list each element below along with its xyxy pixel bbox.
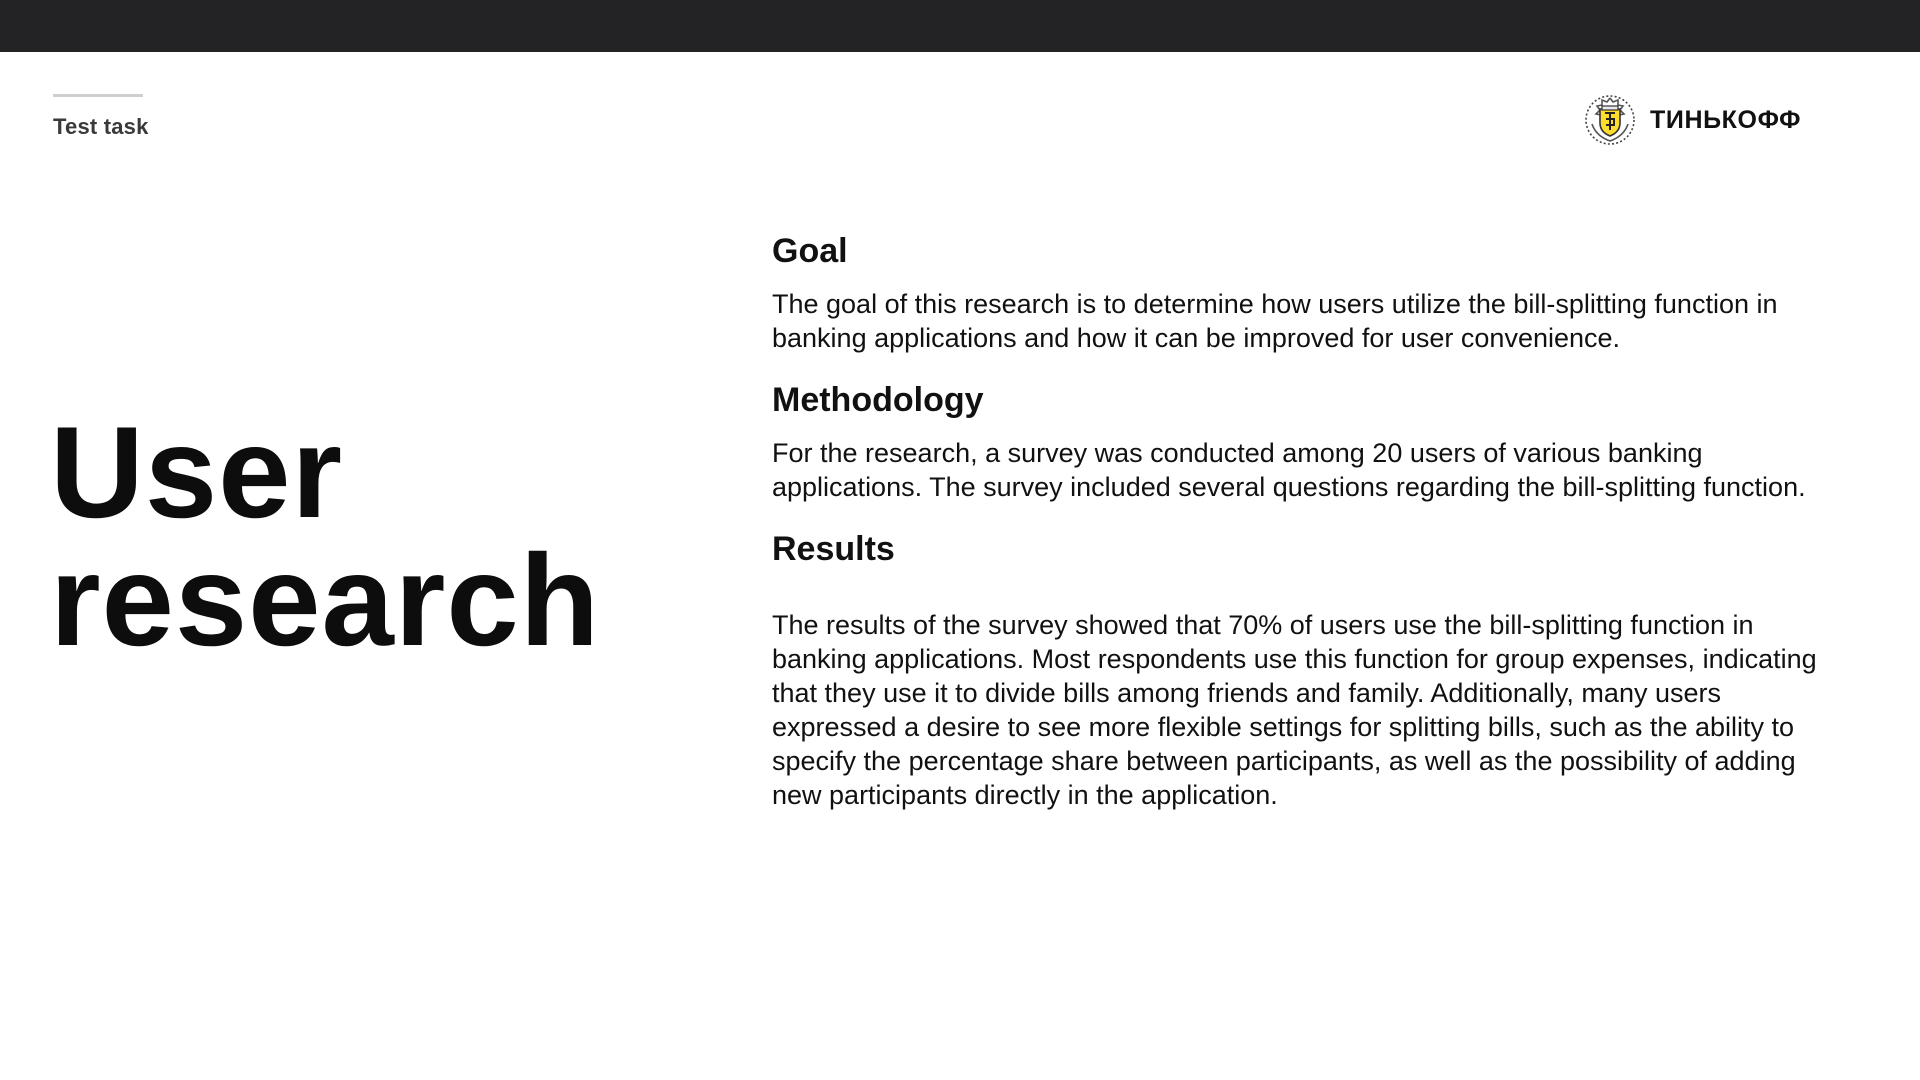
page-title-line-1: User (50, 399, 344, 545)
brand-wordmark: ТИНЬКОФФ (1650, 105, 1802, 134)
methodology-section (772, 379, 1852, 504)
section-label: Test task (53, 114, 149, 139)
goal-section (772, 230, 1852, 355)
results-body: The results of the survey showed that 70% of users use the bill-splitting function in banking applications. Most respondents use this function for group expenses, indicating that they use it to divide bills among friends and family. Additionally, many users expressed a desire to see more flexible settings for splitting bills, such as the ability to specify the percentage share between participants, as well as the possibility of adding new participants directly in the application. (772, 610, 1817, 810)
page-title-line-2: research (50, 527, 601, 673)
tinkoff-crest-icon (1582, 92, 1638, 148)
results-section (772, 528, 1852, 812)
methodology-heading: Methodology (772, 381, 984, 419)
brand-logo (1582, 92, 1801, 148)
section-divider (53, 94, 143, 97)
methodology-body: For the research, a survey was conducted among 20 users of various banking applications. The survey included several questions regarding the bill-splitting function. (772, 438, 1806, 502)
top-bar (0, 0, 1920, 52)
page-title (50, 399, 601, 673)
results-heading: Results (772, 530, 895, 568)
content-column (772, 230, 1852, 812)
goal-heading: Goal (772, 232, 848, 270)
goal-body: The goal of this research is to determine how users utilize the bill-splitting function in banking applications and how it can be improved for user convenience. (772, 289, 1778, 353)
